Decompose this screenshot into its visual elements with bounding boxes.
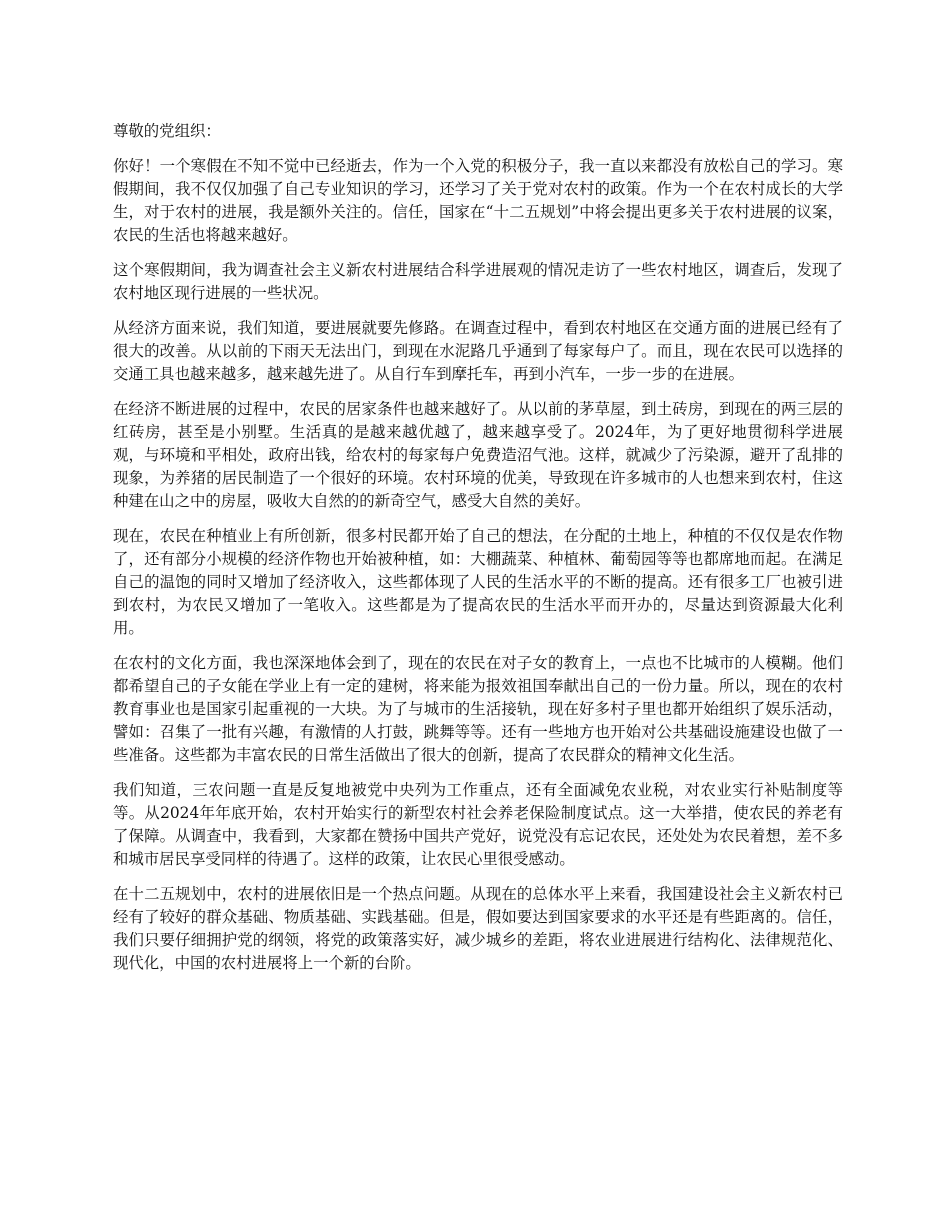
document-page: [113, 120, 843, 987]
paragraph-five-year-plan: 在十二五规划中，农村的进展依旧是一个热点问题。从现在的总体水平上来看，我国建设社会主义新农村已经有了较好的群众基础、物质基础、实践基础。但是，假如要达到国家要求的水平还是有些距离的。信任，我们只要仔细拥护党的纲领，将党的政策落实好，减少城乡的差距，将农业进展进行结构化、法律规范化、现代化，中国的农村进展将上一个新的台阶。: [113, 885, 843, 972]
salutation: 尊敬的党组织：: [113, 122, 221, 140]
paragraph-culture: 在农村的文化方面，我也深深地体会到了，现在的农民在对子女的教育上，一点也不比城市的人模糊。他们都希望自己的子女能在学业上有一定的建树，将来能为报效祖国奉献出自己的一份力量。所以，现在的农村教育事业也是国家引起重视的一大块。为了与城市的生活接轨，现在好多村子里也都开始组织了娱乐活动，譬如：召集了一批有兴趣，有激情的人打鼓，跳舞等等。还有一些地方也开始对公共基础设施建设也做了一些准备。这些都为丰富农民的日常生活做出了很大的创新，提高了农民群众的精神文化生活。: [113, 654, 843, 764]
paragraph-policy: 我们知道，三农问题一直是反复地被党中央列为工作重点，还有全面减免农业税，对农业实行补贴制度等等。从2024年年底开始，农村开始实行的新型农村社会养老保险制度试点。这一大举措，使农民的养老有了保障。从调查中，我看到，大家都在赞扬中国共产党好，说党没有忘记农民，还处处为农民着想，差不多和城市居民享受同样的待遇了。这样的政策，让农民心里很受感动。: [113, 781, 843, 868]
paragraph-investigation: 这个寒假期间，我为调查社会主义新农村进展结合科学进展观的情况走访了一些农村地区，调查后，发现了农村地区现行进展的一些状况。: [113, 261, 843, 302]
paragraph-agriculture: 现在，农民在种植业上有所创新，很多村民都开始了自己的想法，在分配的土地上，种植的不仅仅是农作物了，还有部分小规模的经济作物也开始被种植，如：大棚蔬菜、种植林、葡萄园等等也都席地而起。在满足自己的温饱的同时又增加了经济收入，这些都体现了人民的生活水平的不断的提高。还有很多工厂也被引进到农村，为农民又增加了一笔收入。这些都是为了提高农民的生活水平而开办的，尽量达到资源最大化利用。: [113, 527, 843, 637]
paragraph-economy-roads: 从经济方面来说，我们知道，要进展就要先修路。在调查过程中，看到农村地区在交通方面的进展已经有了很大的改善。从以前的下雨天无法出门，到现在水泥路几乎通到了每家每户了。而且，现在农民可以选择的交通工具也越来越多，越来越先进了。从自行车到摩托车，再到小汽车，一步一步的在进展。: [113, 319, 843, 383]
paragraph-greeting: 你好！一个寒假在不知不觉中已经逝去，作为一个入党的积极分子，我一直以来都没有放松自己的学习。寒假期间，我不仅仅加强了自己专业知识的学习，还学习了关于党对农村的政策。作为一个在农村成长的大学生，对于农村的进展，我是额外关注的。信任，国家在“十二五规划”中将会提出更多关于农村进展的议案，农民的生活也将越来越好。: [113, 157, 843, 244]
paragraph-housing: 在经济不断进展的过程中，农民的居家条件也越来越好了。从以前的茅草屋，到土砖房，到现在的两三层的红砖房，甚至是小别墅。生活真的是越来越优越了，越来越享受了。2024年，为了更好地贯彻科学进展观，与环境和平相处，政府出钱，给农村的每家每户免费造沼气池。这样，就减少了污染源，避开了乱排的现象，为养猪的居民制造了一个很好的环境。农村环境的优美，导致现在许多城市的人也想来到农村，住这种建在山之中的房屋，吸收大自然的的新奇空气，感受大自然的美好。: [113, 400, 843, 510]
